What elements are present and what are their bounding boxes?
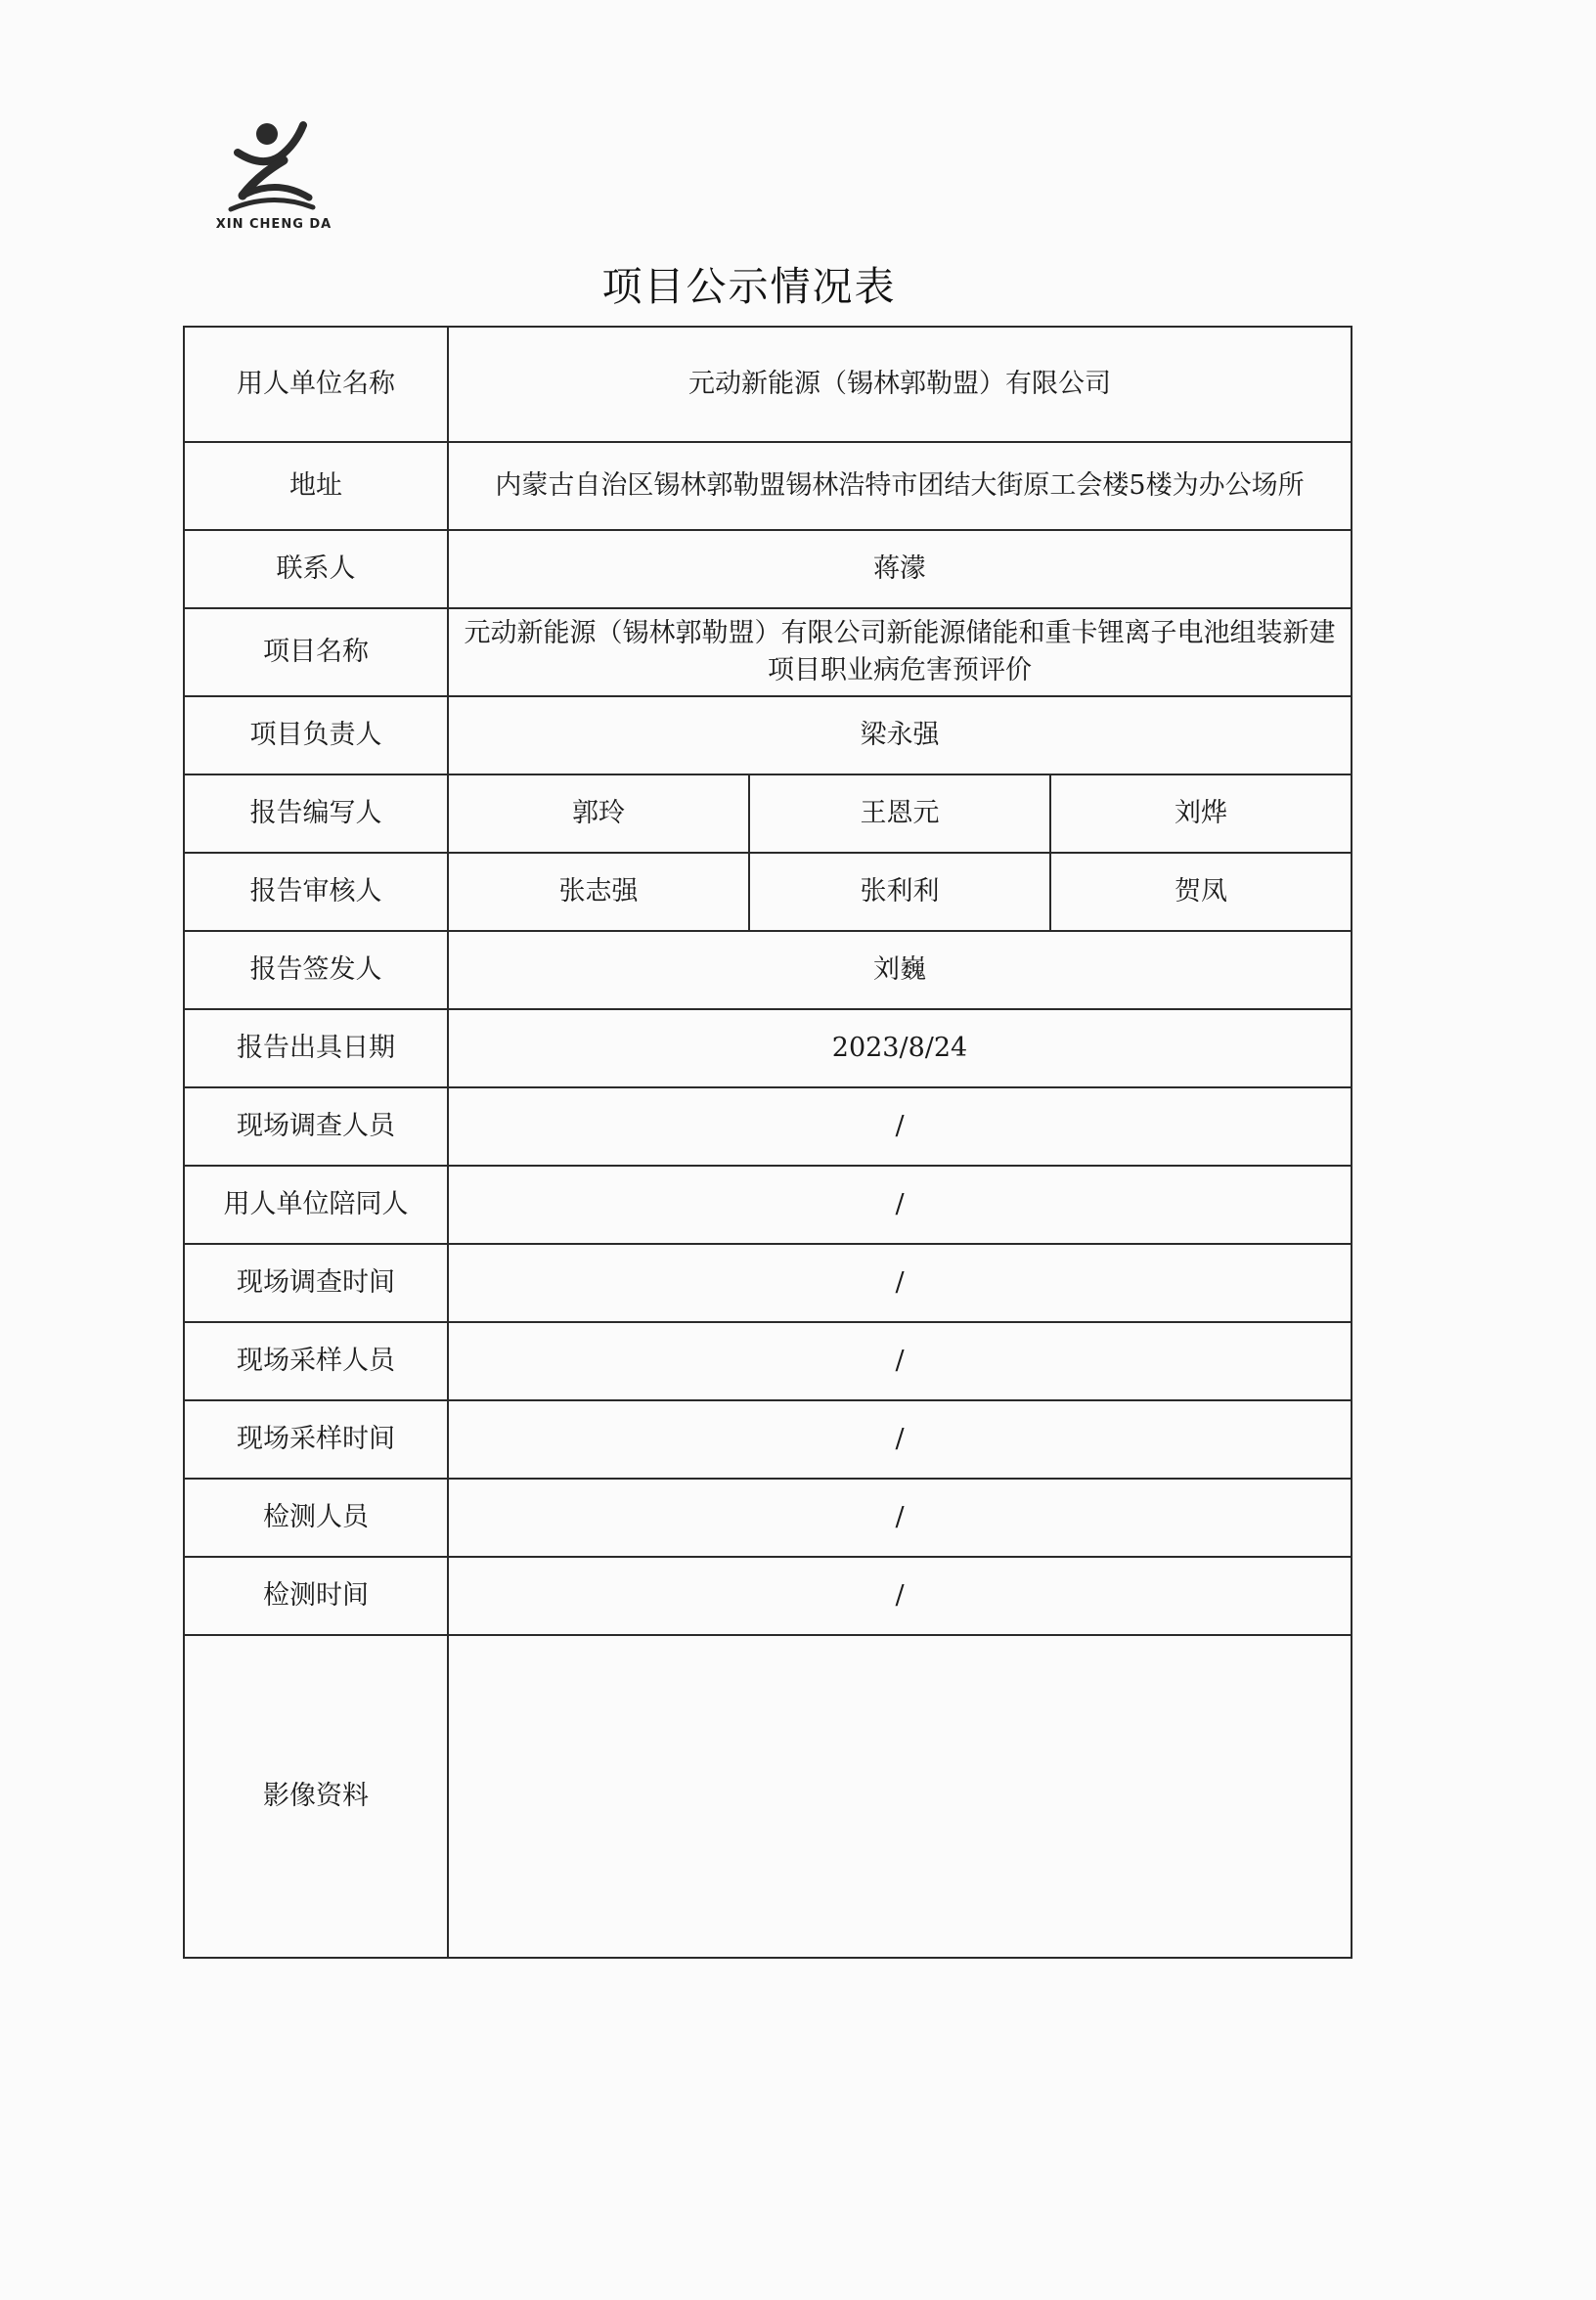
table-row: [184, 1400, 1352, 1479]
project-leader-label: 项目负责人: [184, 696, 448, 774]
table-row: [184, 608, 1352, 696]
company-logo: [215, 117, 342, 244]
report-reviewers-label: 报告审核人: [184, 853, 448, 931]
table-row: [184, 1635, 1352, 1958]
testing-time-label: 检测时间: [184, 1557, 448, 1635]
logo-text: XIN CHENG DA: [215, 217, 332, 232]
table-row: [184, 1557, 1352, 1635]
report-writer-3: 刘烨: [1050, 774, 1352, 853]
report-date-label: 报告出具日期: [184, 1009, 448, 1087]
project-name-value: 元动新能源（锡林郭勒盟）有限公司新能源储能和重卡锂离子电池组装新建项目职业病危害预评价: [448, 608, 1352, 696]
project-info-table: [183, 326, 1352, 1959]
table-row: [184, 931, 1352, 1009]
page-title: 项目公示情况表: [601, 263, 897, 310]
address-value: 内蒙古自治区锡林郭勒盟锡林浩特市团结大街原工会楼5楼为办公场所: [448, 442, 1352, 530]
company-label: 用人单位名称: [184, 327, 448, 442]
xcd-logo-icon: [223, 117, 321, 215]
table-row: [184, 774, 1352, 853]
survey-time-value: /: [448, 1244, 1352, 1322]
report-issuer-value: 刘巍: [448, 931, 1352, 1009]
company-value: 元动新能源（锡林郭勒盟）有限公司: [448, 327, 1352, 442]
address-label: 地址: [184, 442, 448, 530]
sampling-staff-label: 现场采样人员: [184, 1322, 448, 1400]
report-issuer-label: 报告签发人: [184, 931, 448, 1009]
images-label: 影像资料: [184, 1635, 448, 1958]
sampling-time-value: /: [448, 1400, 1352, 1479]
project-name-label: 项目名称: [184, 608, 448, 696]
report-reviewer-3: 贺凤: [1050, 853, 1352, 931]
contact-value: 蒋濛: [448, 530, 1352, 608]
contact-label: 联系人: [184, 530, 448, 608]
images-value: [448, 1635, 1352, 1958]
report-writers-label: 报告编写人: [184, 774, 448, 853]
table-row: [184, 1087, 1352, 1166]
report-writer-2: 王恩元: [749, 774, 1050, 853]
survey-staff-label: 现场调查人员: [184, 1087, 448, 1166]
report-reviewer-1: 张志强: [448, 853, 749, 931]
testing-staff-label: 检测人员: [184, 1479, 448, 1557]
table-row: [184, 853, 1352, 931]
accompany-label: 用人单位陪同人: [184, 1166, 448, 1244]
accompany-value: /: [448, 1166, 1352, 1244]
report-writer-1: 郭玲: [448, 774, 749, 853]
survey-time-label: 现场调查时间: [184, 1244, 448, 1322]
table-row: [184, 1166, 1352, 1244]
table-row: [184, 530, 1352, 608]
table-row: [184, 1009, 1352, 1087]
survey-staff-value: /: [448, 1087, 1352, 1166]
table-row: [184, 1244, 1352, 1322]
testing-time-value: /: [448, 1557, 1352, 1635]
table-row: [184, 327, 1352, 442]
project-leader-value: 梁永强: [448, 696, 1352, 774]
testing-staff-value: /: [448, 1479, 1352, 1557]
report-date-value: 2023/8/24: [448, 1009, 1352, 1087]
table-row: [184, 696, 1352, 774]
table-row: [184, 1322, 1352, 1400]
sampling-time-label: 现场采样时间: [184, 1400, 448, 1479]
report-reviewer-2: 张利利: [749, 853, 1050, 931]
sampling-staff-value: /: [448, 1322, 1352, 1400]
table-row: [184, 442, 1352, 530]
table-row: [184, 1479, 1352, 1557]
